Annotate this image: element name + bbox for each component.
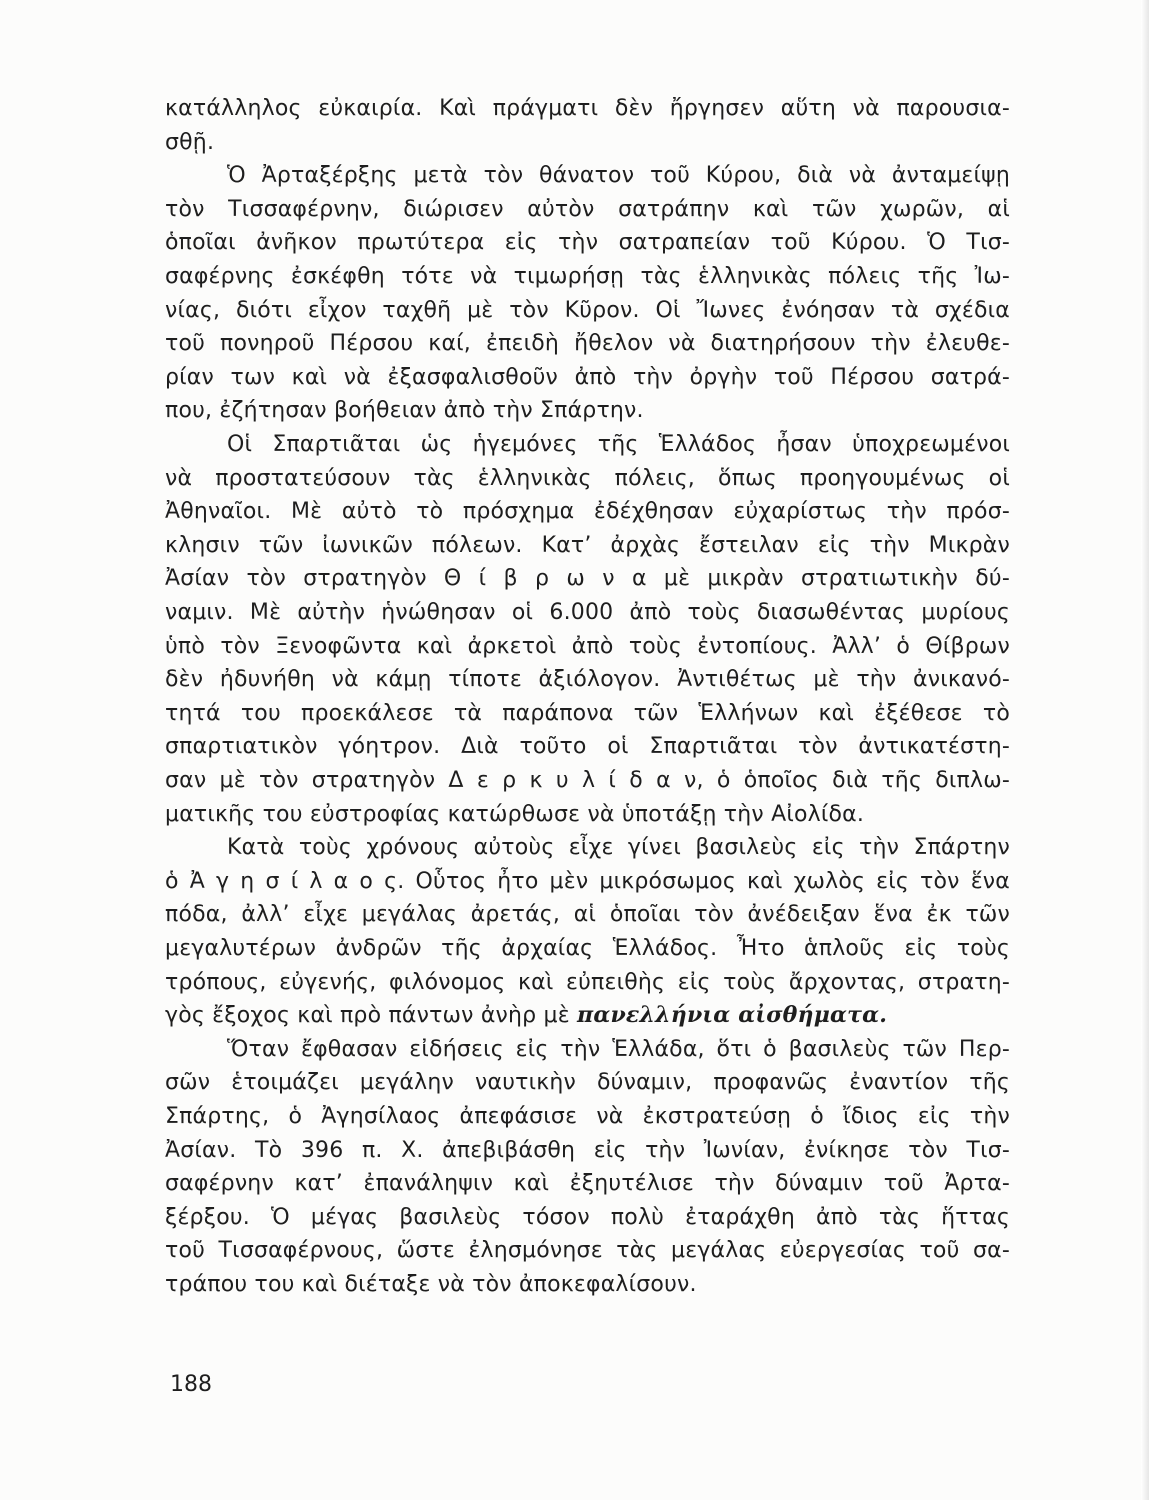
text-line [165,630,1010,663]
text-line-content: ματικῆς του εὐστροφίας κατώρθωσε νὰ ὑποτάξῃ τὴν Αἰολίδα. [165,801,865,827]
text-line [165,1268,1010,1301]
text-line [227,159,1010,192]
text-line [165,562,1010,595]
text-line [165,92,1010,125]
text-line-content: πόδα, ἀλλ’ εἶχε μεγάλας ἀρετάς, αἱ ὁποῖαι τὸν ἀνέδειξαν ἕνα ἐκ τῶν [165,902,1010,928]
text-line-content: σπαρτιατικὸν γόητρον. Διὰ τοῦτο οἱ Σπαρτιᾶται τὸν ἀντικατέστη- [165,734,1010,760]
text-line-content: κατάλληλος εὐκαιρία. Καὶ πράγματι δὲν ἤργησεν αὕτη νὰ παρουσια- [165,96,1010,121]
text-line [165,260,1010,293]
text-line-content: τοῦ Τισσαφέρνους, ὥστε ἐλησμόνησε τὰς μεγάλας εὐεργεσίας τοῦ σα- [165,1238,1010,1264]
text-line [165,294,1010,327]
text-line-content: ρίαν των καὶ νὰ ἐξασφαλισθοῦν ἀπὸ τὴν ὀργὴν τοῦ Πέρσου σατρά- [165,364,1010,390]
text-line-content: που, ἐζήτησαν βοήθειαν ἀπὸ τὴν Σπάρτην. [165,398,644,424]
text-line [165,966,1010,999]
text-line-content: τὸν Τισσαφέρνην, διώρισεν αὐτὸν σατράπην καὶ τῶν χωρῶν, αἱ [165,196,1010,222]
text-line-content: κλησιν τῶν ἰωνικῶν πόλεων. Κατ’ ἀρχὰς ἔστειλαν εἰς τὴν Μικρὰν [165,532,1010,558]
text-line-content: σαφέρνης ἐσκέφθη τότε νὰ τιμωρήσῃ τὰς ἑλληνικὰς πόλεις τῆς Ἰω- [165,264,1010,289]
text-line-content: Οἱ Σπαρτιᾶται ὡς ἡγεμόνες τῆς Ἑλλάδος ἦσαν ὑποχρεωμένοι [227,432,1010,457]
text-line [165,462,1010,495]
text-line [165,495,1010,528]
text-line [165,327,1010,360]
text-line-content: σαν μὲ τὸν στρατηγὸν Δ ε ρ κ υ λ ί δ α ν, ὁ ὁποῖος διὰ τῆς διπλω- [165,768,1010,793]
text-line-content: Ἀσίαν. Τὸ 396 π. Χ. ἀπεβιβάσθη εἰς τὴν Ἰωνίαν, ἐνίκησε τὸν Τισ- [165,1137,1010,1163]
text-line [165,596,1010,629]
text-line [165,764,1010,797]
page-edge [1141,0,1149,1500]
text-line-content: ὑπὸ τὸν Ξενοφῶντα καὶ ἀρκετοὶ ἀπὸ τοὺς ἐντοπίους. Ἀλλ’ ὁ Θίβρων [165,633,1010,659]
text-line [165,798,1010,831]
text-line [165,932,1010,965]
text-line [165,898,1010,931]
text-line [165,126,1010,159]
text-line [165,865,1010,898]
text-line-content: Ἀσίαν τὸν στρατηγὸν Θ ί β ρ ω ν α μὲ μικρὰν στρατιωτικὴν δύ- [165,566,1010,592]
text-line-content: σῶν ἑτοιμάζει μεγάλην ναυτικὴν δύναμιν, προφανῶς ἐναντίον τῆς [165,1070,1010,1096]
text-line-content: ὁποῖαι ἀνῆκον πρωτύτερα εἰς τὴν σατραπείαν τοῦ Κύρου. Ὁ Τισ- [165,230,1010,256]
text-line-content: ξέρξου. Ὁ μέγας βασιλεὺς τόσον πολὺ ἐταράχθη ἀπὸ τὰς ἥττας [165,1204,1010,1230]
text-line [227,428,1010,461]
text-line [227,831,1010,864]
text-line-content: τητά του προεκάλεσε τὰ παράπονα τῶν Ἑλλήνων καὶ ἐξέθεσε τὸ [165,700,1010,726]
text-line [165,1234,1010,1267]
text-line [165,1100,1010,1133]
text-line [165,999,1010,1032]
text-line-content: Σπάρτης, ὁ Ἀγησίλαος ἀπεφάσισε νὰ ἐκστρατεύσῃ ὁ ἴδιος εἰς τὴν [165,1104,1010,1129]
text-line-content: ὁ Ἀ γ η σ ί λ α ο ς. Οὗτος ἦτο μὲν μικρόσωμος καὶ χωλὸς εἰς τὸν ἕνα [165,868,1010,894]
text-line [165,1201,1010,1234]
text-line [165,361,1010,394]
text-line [165,193,1010,226]
text-line-content: Ὅταν ἔφθασαν εἰδήσεις εἰς τὴν Ἑλλάδα, ὅτι ὁ βασιλεὺς τῶν Περ- [227,1036,1010,1062]
text-line-content: σαφέρνην κατ’ ἐπανάληψιν καὶ ἐξηυτέλισε τὴν δύναμιν τοῦ Ἀρτα- [165,1171,1010,1197]
text-line-content: τρόπους, εὐγενής, φιλόνομος καὶ εὐπειθὴς εἰς τοὺς ἄρχοντας, στρατη- [165,969,1010,995]
text-line [165,697,1010,730]
text-line-content: ναμιν. Μὲ αὐτὴν ἡνώθησαν οἱ 6.000 ἀπὸ τοὺς διασωθέντας μυρίους [165,600,1010,625]
text-line [165,730,1010,763]
text-line-content: νὰ προστατεύσουν τὰς ἑλληνικὰς πόλεις, ὅπως προηγουμένως οἱ [165,465,1010,491]
text-line-content: δὲν ἠδυνήθη νὰ κάμῃ τίποτε ἀξιόλογον. Ἀντιθέτως μὲ τὴν ἀνικανό- [165,667,1010,693]
text-line-content: σθῇ. [165,129,215,155]
text-line [165,529,1010,562]
text-line-content: Κατὰ τοὺς χρόνους αὐτοὺς εἶχε γίνει βασιλεὺς εἰς τὴν Σπάρτην [227,835,1010,861]
emphasized-phrase: πανελλήνια αἰσθήματα. [577,1002,888,1029]
text-line-content: νίας, διότι εἶχον ταχθῆ μὲ τὸν Κῦρον. Οἱ Ἴωνες ἐνόησαν τὰ σχέδια [165,297,1010,323]
text-line [165,663,1010,696]
text-line-content: Ἀθηναῖοι. Μὲ αὐτὸ τὸ πρόσχημα ἐδέχθησαν εὐχαρίστως τὴν πρόσ- [165,499,1010,525]
text-line [165,394,1010,427]
text-line-content: μεγαλυτέρων ἀνδρῶν τῆς ἀρχαίας Ἑλλάδος. Ἦτο ἁπλοῦς εἰς τοὺς [165,936,1010,961]
text-line-content: τοῦ πονηροῦ Πέρσου καί, ἐπειδὴ ἤθελον νὰ διατηρήσουν τὴν ἐλευθε- [165,331,1010,357]
page-number: 188 [170,1372,212,1397]
text-line [165,1134,1010,1167]
text-line [165,1167,1010,1200]
text-line [165,226,1010,259]
text-line [165,1066,1010,1099]
text-line-content: τράπου του καὶ διέταξε νὰ τὸν ἀποκεφαλίσουν. [165,1272,697,1297]
text-line [227,1033,1010,1066]
text-line-content: Ὁ Ἀρταξέρξης μετὰ τὸν θάνατον τοῦ Κύρου, διὰ νὰ ἀνταμείψῃ [227,163,1010,189]
text-line-content: γὸς ἔξοχος καὶ πρὸ πάντων ἀνὴρ μὲ [165,1003,570,1029]
